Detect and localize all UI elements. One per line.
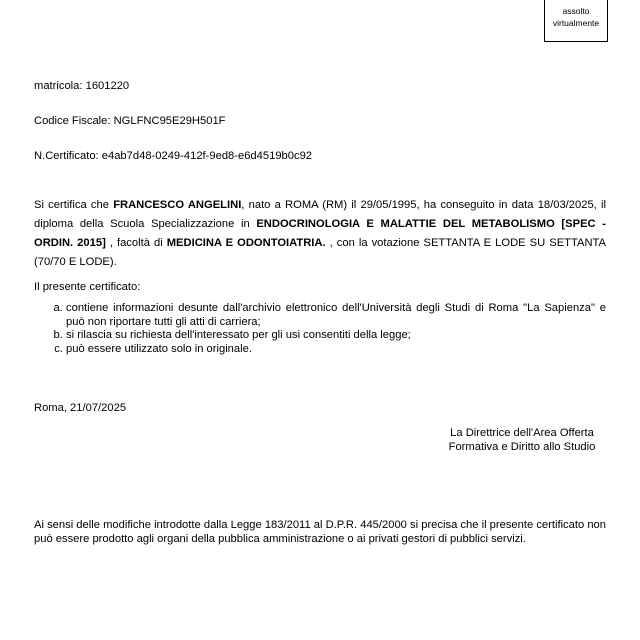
cert-text-4: , con la votazione SETTANTA E LODE SU SETTANTA (70/70 E LODE). xyxy=(34,237,606,268)
list-item: a. contiene informazioni desunte dall'archivio elettronico dell'Università degli Studi di Roma "La Sapienza" e può non riportare tutti gli atti di carriera; xyxy=(66,302,606,329)
codice-fiscale: Codice Fiscale: NGLFNC95E29H501F xyxy=(34,115,226,127)
certificate-number: N.Certificato: e4ab7d48-0249-412f-9ed8-e6d4519b0c92 xyxy=(34,150,313,162)
signature-line-1: La Direttrice dell'Area Offerta xyxy=(450,427,594,439)
cert-text-1: Si certifica che xyxy=(34,199,114,211)
faculty-name: MEDICINA E ODONTOIATRIA. xyxy=(166,237,326,249)
signature-block xyxy=(430,426,614,454)
cert-text-3: , facoltà di xyxy=(105,237,167,249)
matricola: matricola: 1601220 xyxy=(34,80,130,92)
list-item: b. si rilascia su richiesta dell'interessato per gli usi consentiti della legge; xyxy=(66,329,606,343)
school-name: ENDOCRINOLOGIA E MALATTIE DEL METABOLISMO [SPEC - ORDIN. 2015] xyxy=(34,218,606,249)
certification-paragraph xyxy=(34,196,606,272)
list-item: c. può essere utilizzato solo in originale. xyxy=(66,343,606,357)
certificate-conditions-list xyxy=(34,302,606,356)
stamp-box xyxy=(544,0,608,42)
place-date: Roma, 21/07/2025 xyxy=(34,402,127,414)
stamp-line-1: assolto xyxy=(562,6,590,16)
graduate-name: FRANCESCO ANGELINI xyxy=(113,199,242,211)
signature-line-2: Formativa e Diritto allo Studio xyxy=(448,441,596,453)
stamp-line-2: virtualmente xyxy=(552,18,600,28)
list-intro: Il presente certificato: xyxy=(34,281,141,293)
footer-notice: Ai sensi delle modifiche introdotte dalla Legge 183/2011 al D.P.R. 445/2000 si precisa che il presente certificato non può essere prodotto agli organi della pubblica amministrazione o ai privati gestori di pubblici servizi. xyxy=(34,519,606,545)
cert-text-2: , nato a ROMA (RM) il 29/05/1995, ha conseguito in data 18/03/2025, il diploma della Scuola Specializzazione in xyxy=(34,199,606,230)
